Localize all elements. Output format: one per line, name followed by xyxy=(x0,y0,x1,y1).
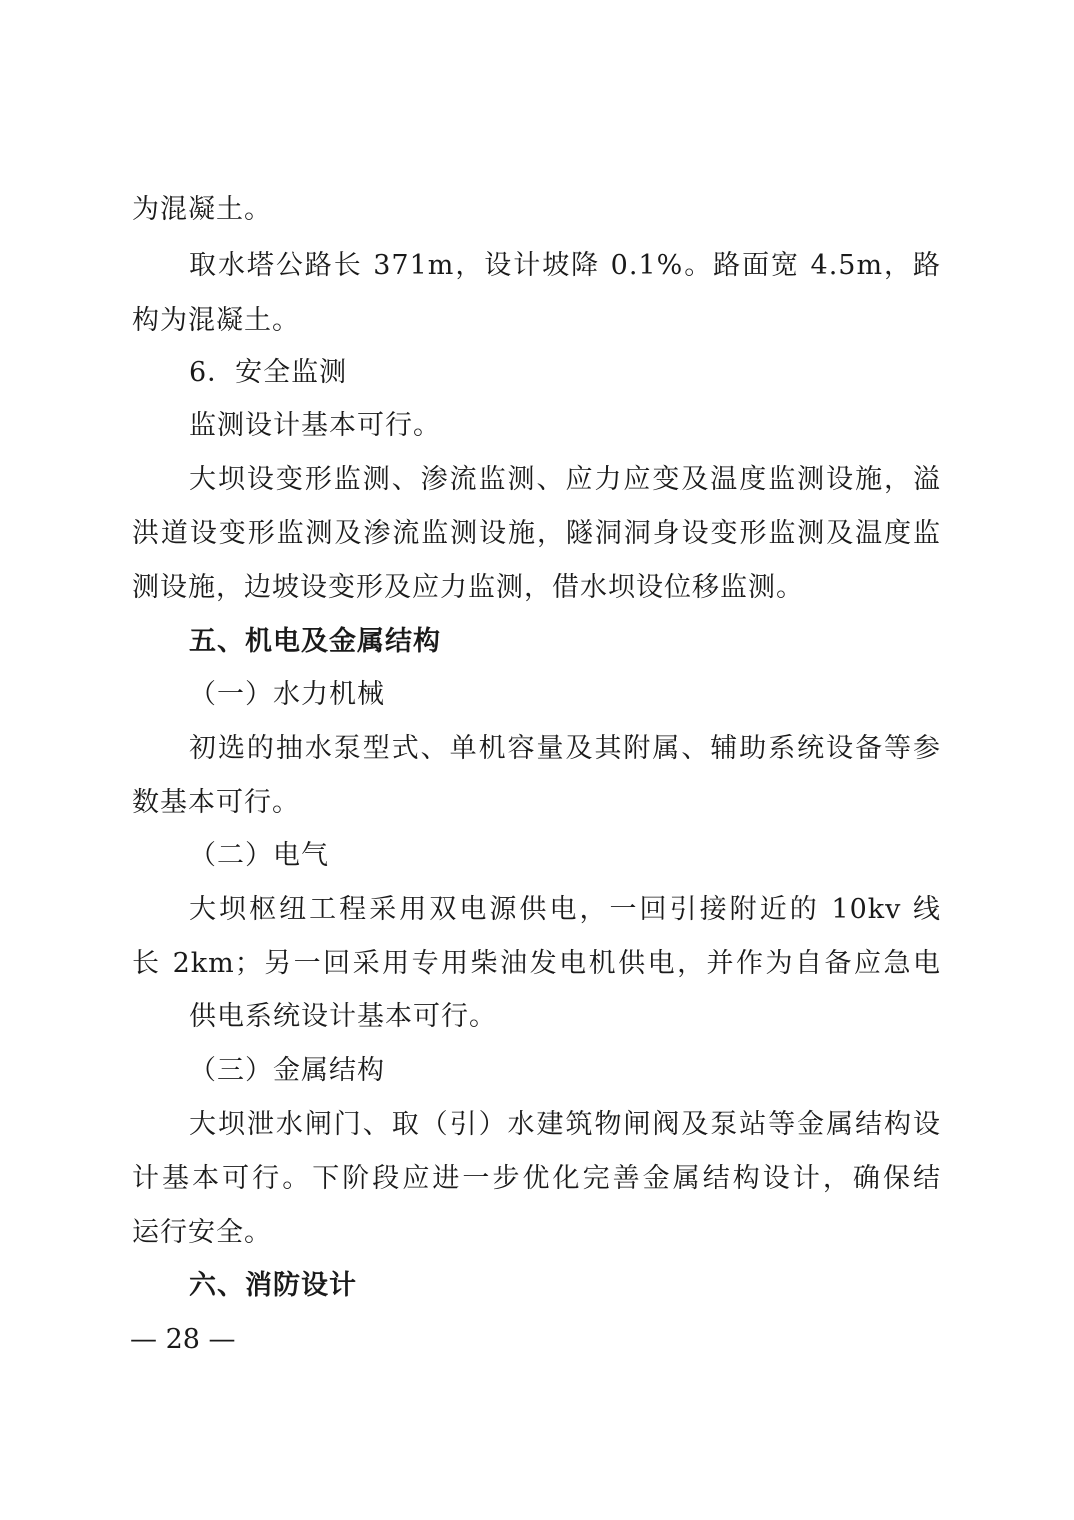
line-text: 大坝枢纽工程采用双电源供电，一回引接附近的 10kv 线 xyxy=(189,894,941,925)
section-heading xyxy=(0,622,1074,662)
line-text: 取水塔公路长 371m，设计坡降 0.1%。路面宽 4.5m，路 xyxy=(189,250,941,281)
line-text: 为混凝土。 xyxy=(132,194,272,225)
line-text: 运行安全。 xyxy=(132,1217,272,1248)
line-text: 大坝设变形监测、渗流监测、应力应变及温度监测设施，溢 xyxy=(189,464,941,495)
line-text: 测设施，边坡设变形及应力监测，借水坝设位移监测。 xyxy=(132,572,804,603)
line-text: 五、机电及金属结构 xyxy=(189,626,441,657)
text-line xyxy=(0,1213,1074,1253)
text-line xyxy=(0,783,1074,823)
line-text: 计基本可行。下阶段应进一步优化完善金属结构设计，确保结 xyxy=(132,1163,941,1194)
text-line xyxy=(0,568,1074,608)
line-text: 监测设计基本可行。 xyxy=(189,410,441,441)
text-line xyxy=(0,460,1074,500)
text-line xyxy=(0,406,1074,446)
section-subheading xyxy=(0,836,1074,876)
line-text: 6．安全监测 xyxy=(189,357,348,388)
text-line xyxy=(0,890,1074,930)
section-subheading xyxy=(0,675,1074,715)
text-line xyxy=(0,1105,1074,1145)
text-line xyxy=(0,301,1074,341)
text-line xyxy=(0,997,1074,1037)
line-text: 大坝泄水闸门、取（引）水建筑物闸阀及泵站等金属结构设 xyxy=(189,1109,941,1140)
text-line xyxy=(0,190,1074,230)
section-heading xyxy=(0,1266,1074,1306)
text-line xyxy=(0,944,1074,984)
section-subheading xyxy=(0,353,1074,393)
line-text: 数基本可行。 xyxy=(132,787,300,818)
page-number: — 28 — xyxy=(130,1324,236,1355)
section-subheading xyxy=(0,1051,1074,1091)
line-text: （三）金属结构 xyxy=(189,1055,385,1086)
text-line xyxy=(0,246,1074,286)
line-text: （一）水力机械 xyxy=(189,679,385,710)
line-text: 供电系统设计基本可行。 xyxy=(189,1001,497,1032)
line-text: 长 2km；另一回采用专用柴油发电机供电，并作为自备应急电 xyxy=(132,948,941,979)
line-text: 六、消防设计 xyxy=(189,1270,357,1301)
line-text: 初选的抽水泵型式、单机容量及其附属、辅助系统设备等参 xyxy=(189,733,941,764)
line-text: 洪道设变形监测及渗流监测设施，隧洞洞身设变形监测及温度监 xyxy=(132,518,941,549)
line-text: （二）电气 xyxy=(189,840,329,871)
text-line xyxy=(0,729,1074,769)
line-text: 构为混凝土。 xyxy=(132,305,300,336)
text-line xyxy=(0,1159,1074,1199)
text-line xyxy=(0,514,1074,554)
